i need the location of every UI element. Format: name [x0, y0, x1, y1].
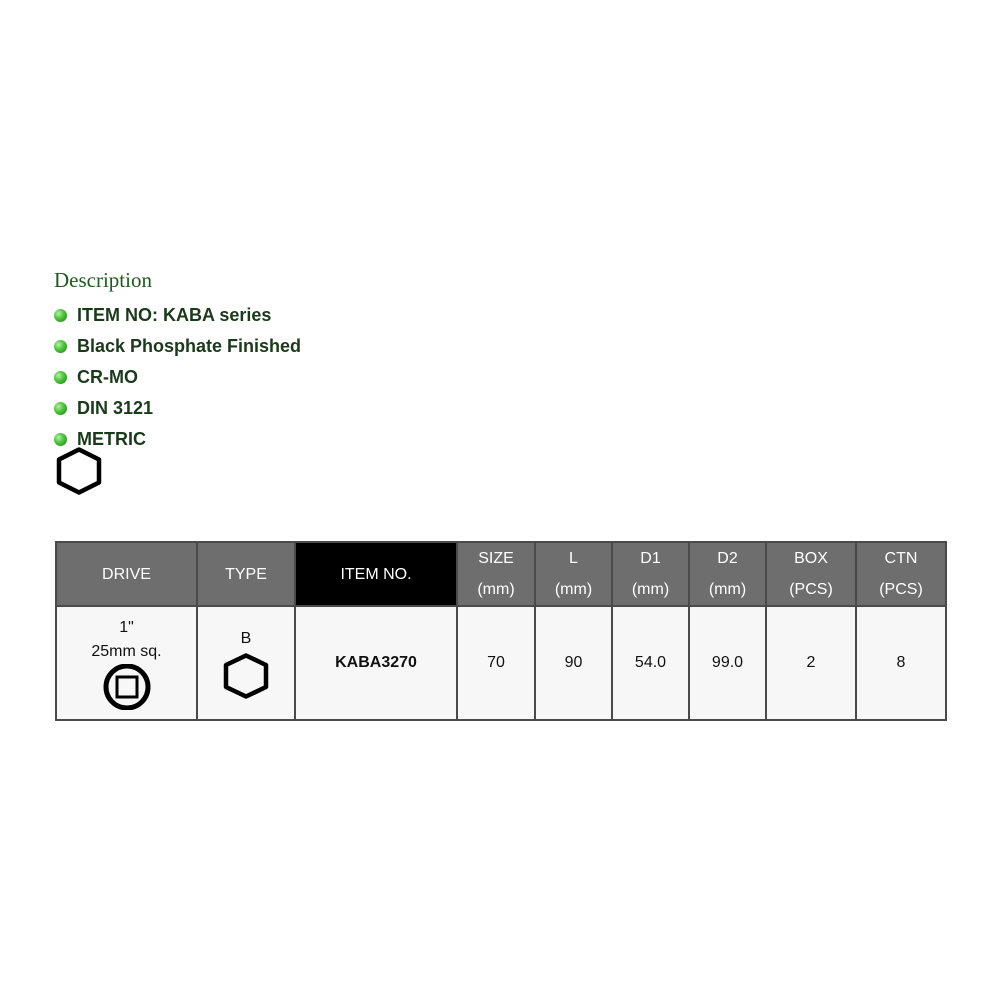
list-item: [54, 300, 301, 331]
cell-size: 70: [457, 606, 535, 720]
cell-item-no: KABA3270: [295, 606, 457, 720]
cell-l: 90: [535, 606, 612, 720]
hexagon-icon: [54, 447, 104, 495]
item-no-text: ITEM NO: KABA series: [77, 305, 272, 325]
description-title: Description: [54, 268, 152, 292]
table-row: [56, 606, 946, 720]
cell-ctn: 8: [856, 606, 946, 720]
header-ctn: CTN (PCS): [856, 542, 946, 606]
cell-type: [197, 606, 295, 720]
type-label: B: [240, 630, 252, 647]
material-text: CR-MO: [77, 367, 138, 387]
hexagon-icon: [221, 653, 271, 699]
header-item-no: ITEM NO.: [295, 542, 457, 606]
green-dot-icon: [54, 433, 67, 446]
header-drive: DRIVE: [56, 542, 197, 606]
drive-mm: 25mm sq.: [91, 643, 162, 660]
green-dot-icon: [54, 371, 67, 384]
spec-table: [55, 541, 947, 721]
description-list: [54, 300, 301, 455]
header-d2: D2 (mm): [689, 542, 766, 606]
unit-text: METRIC: [77, 429, 146, 449]
cell-d2: 99.0: [689, 606, 766, 720]
finish-text: Black Phosphate Finished: [77, 336, 302, 356]
green-dot-icon: [54, 340, 67, 353]
cell-box: 2: [766, 606, 856, 720]
green-dot-icon: [54, 309, 67, 322]
header-d1: D1 (mm): [612, 542, 689, 606]
square-drive-icon: [102, 664, 152, 710]
cell-drive: [56, 606, 197, 720]
header-l: L (mm): [535, 542, 612, 606]
list-item: [54, 393, 301, 424]
cell-d1: 54.0: [612, 606, 689, 720]
list-item: [54, 331, 301, 362]
drive-inch: 1": [119, 619, 134, 636]
header-size: SIZE (mm): [457, 542, 535, 606]
header-box: BOX (PCS): [766, 542, 856, 606]
header-type: TYPE: [197, 542, 295, 606]
table-header-row: [56, 542, 946, 606]
green-dot-icon: [54, 402, 67, 415]
standard-text: DIN 3121: [77, 398, 154, 418]
list-item: [54, 362, 301, 393]
